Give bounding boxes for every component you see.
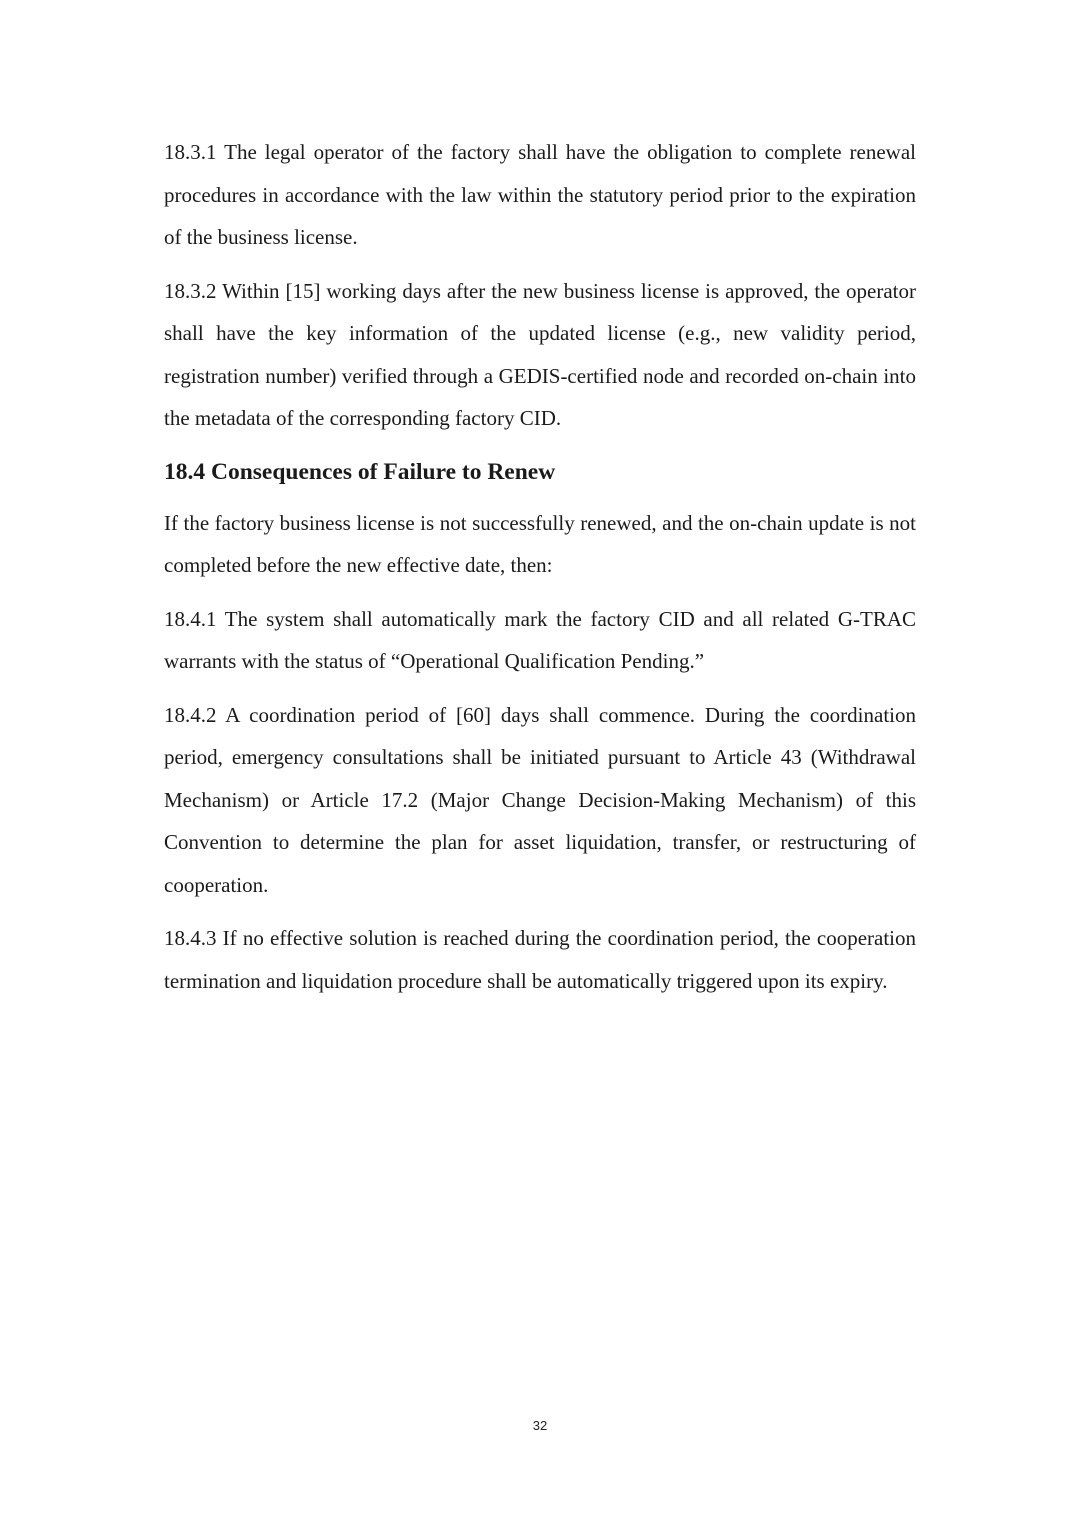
section-heading: 18.4 Consequences of Failure to Renew bbox=[164, 458, 556, 485]
page-number: 32 bbox=[532, 1418, 548, 1433]
clause-18-3-2: 18.3.2 Within [15] working days after the new business license is approved, the operator shall have the key information of the updated license (e.g., new validity period, registration number) verified through a GEDIS-certified node and recorded on-chain into the metadata of the corresponding factory CID. bbox=[164, 278, 916, 430]
clause-18-3-1: 18.3.1 The legal operator of the factory shall have the obligation to complete renewal procedures in accordance with the law within the statutory period prior to the expiration of the business license. bbox=[164, 140, 916, 249]
section-intro: If the factory business license is not successfully renewed, and the on-chain update is not completed before the new effective date, then: bbox=[164, 510, 916, 577]
clause-18-4-2: 18.4.2 A coordination period of [60] days shall commence. During the coordination period, emergency consultations shall be initiated pursuant to Article 43 (Withdrawal Mechanism) or Article 17.2 (Major Change Decision-Making Mechanism) of this Convention to determine the plan for asset liquidation, transfer, or restructuring of cooperation. bbox=[164, 702, 916, 897]
clause-18-4-1: 18.4.1 The system shall automatically mark the factory CID and all related G-TRAC warrants with the status of “Operational Qualification Pending.” bbox=[164, 606, 916, 673]
clause-18-4-3: 18.4.3 If no effective solution is reached during the coordination period, the cooperation termination and liquidation procedure shall be automatically triggered upon its expiry. bbox=[164, 926, 916, 993]
page-body bbox=[164, 131, 916, 1013]
